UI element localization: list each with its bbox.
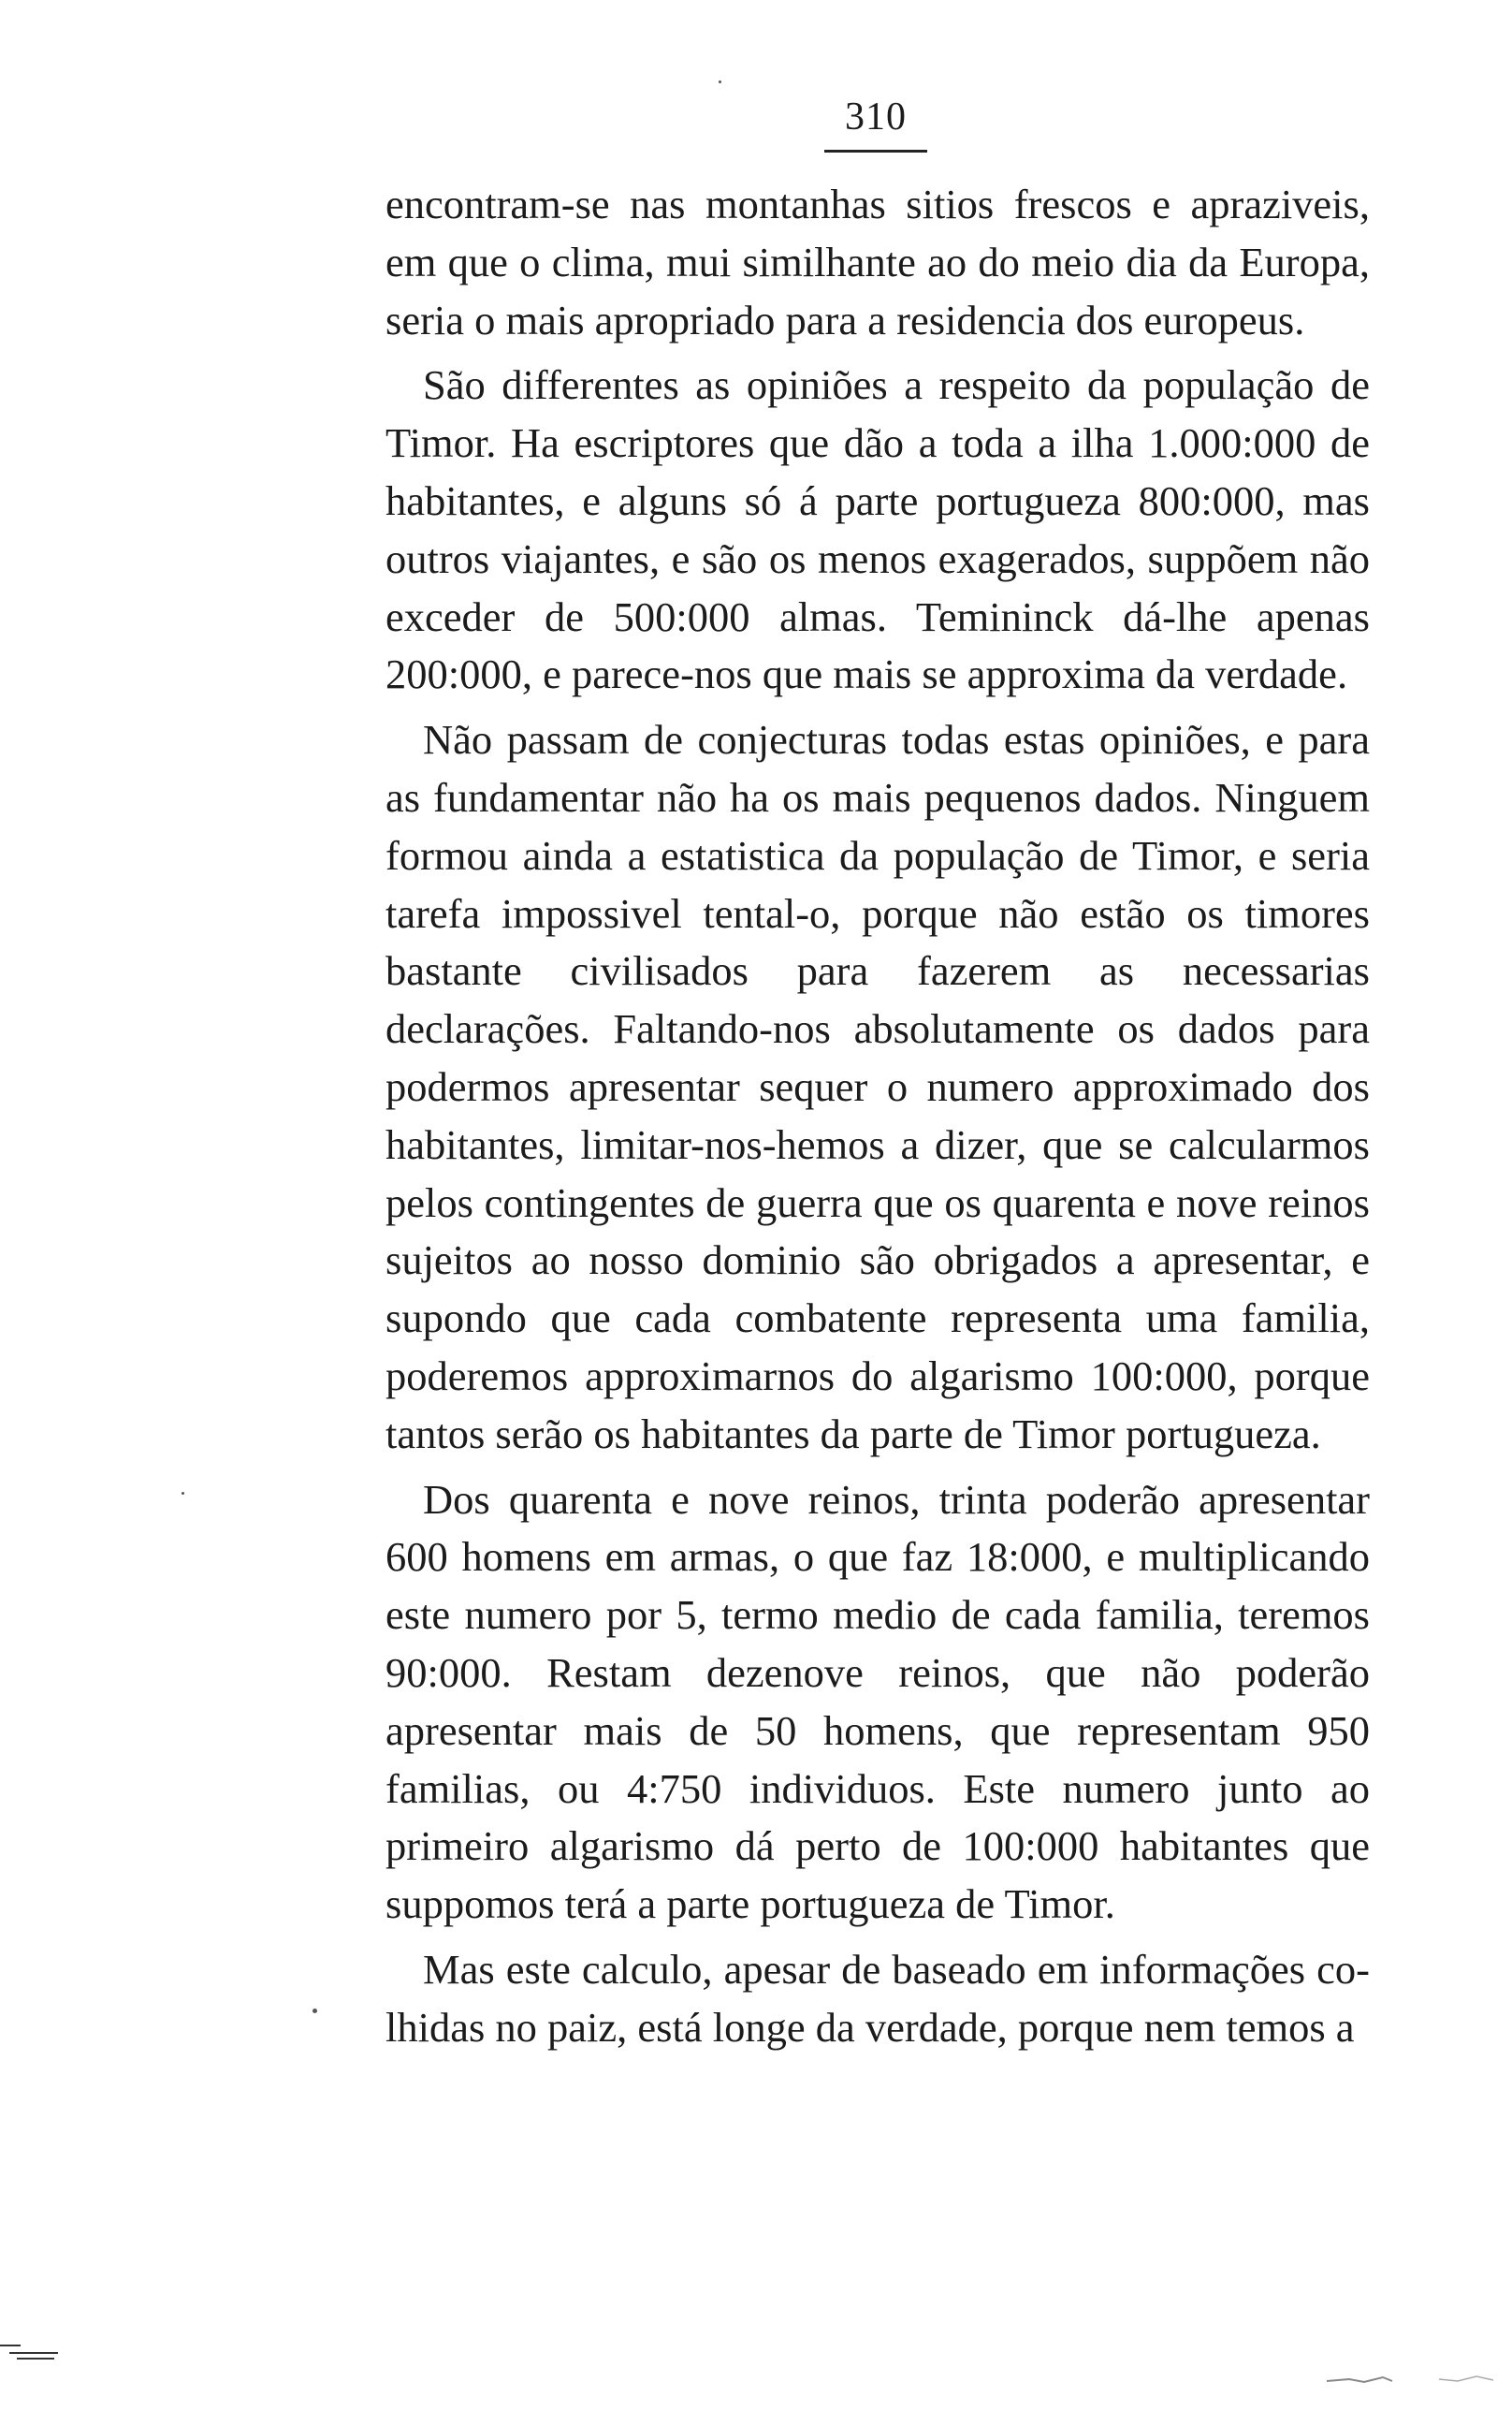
paragraph-1: encontram-se nas montanhas sitios frescos e apraziveis, em que o clima, mui similhante ao do meio dia da Europa, seria o mais apropriado para a residencia dos europeus. (385, 181, 1370, 343)
left-edge-mark (0, 2338, 65, 2362)
page-number: 310 (824, 97, 927, 153)
paragraph-5: Mas este calculo, apesar de baseado em informações colhidas no paiz, está longe da verdade, porque nem temos a (385, 1945, 1370, 2051)
paragraph-3: Não passam de conjecturas todas estas opiniões, e para as fundamentar não ha os mais pequenos dados. Ninguem formou ainda a estatistica da população de Timor, e seria tarefa impossivel tental-o, porque não estão os timores bastante civilisados para fazerem as necessarias declarações. Faltando-nos absolutamente os dados para podermos apresentar sequer o numero approximado dos habitantes, limitar-nos-hemos a dizer, que se calcularmos pelos contingentes de guerra que os quarenta e nove reinos sujeitos ao nosso dominio são obrigados a apresentar, e supondo que cada combatente representa uma familia, poderemos approximarnos do algarismo 100:000, porque tantos serão os habitantes da parte de Timor portugueza. (385, 716, 1370, 1457)
speck-dot (182, 1492, 184, 1495)
speck-dot (313, 2009, 317, 2013)
speck-dot (719, 80, 721, 83)
body-text (385, 176, 1370, 2057)
right-edge-mark (1327, 2368, 1495, 2387)
paragraph-2: São differentes as opiniões a respeito da população de Timor. Ha escriptores que dão a toda a ilha 1.000:000 de habitantes, e alguns só á parte portugueza 800:000, mas outros viajantes, e são os menos exagerados, suppõem não exceder de 500:000 almas. Temininck dá-lhe apenas 200:000, e parece-nos que mais se approxima da verdade. (385, 361, 1370, 698)
paragraph-4: Dos quarenta e nove reinos, trinta poderão apresentar 600 homens em armas, o que faz 18:000, e multiplicando este numero por 5, termo medio de cada familia, teremos 90:000. Restam dezenove reinos, que não poderão apresentar mais de 50 homens, que representam 950 familias, ou 4:750 individuos. Este numero junto ao primeiro algarismo dá perto de 100:000 habitantes que suppomos terá a parte portugueza de Timor. (385, 1475, 1370, 1928)
